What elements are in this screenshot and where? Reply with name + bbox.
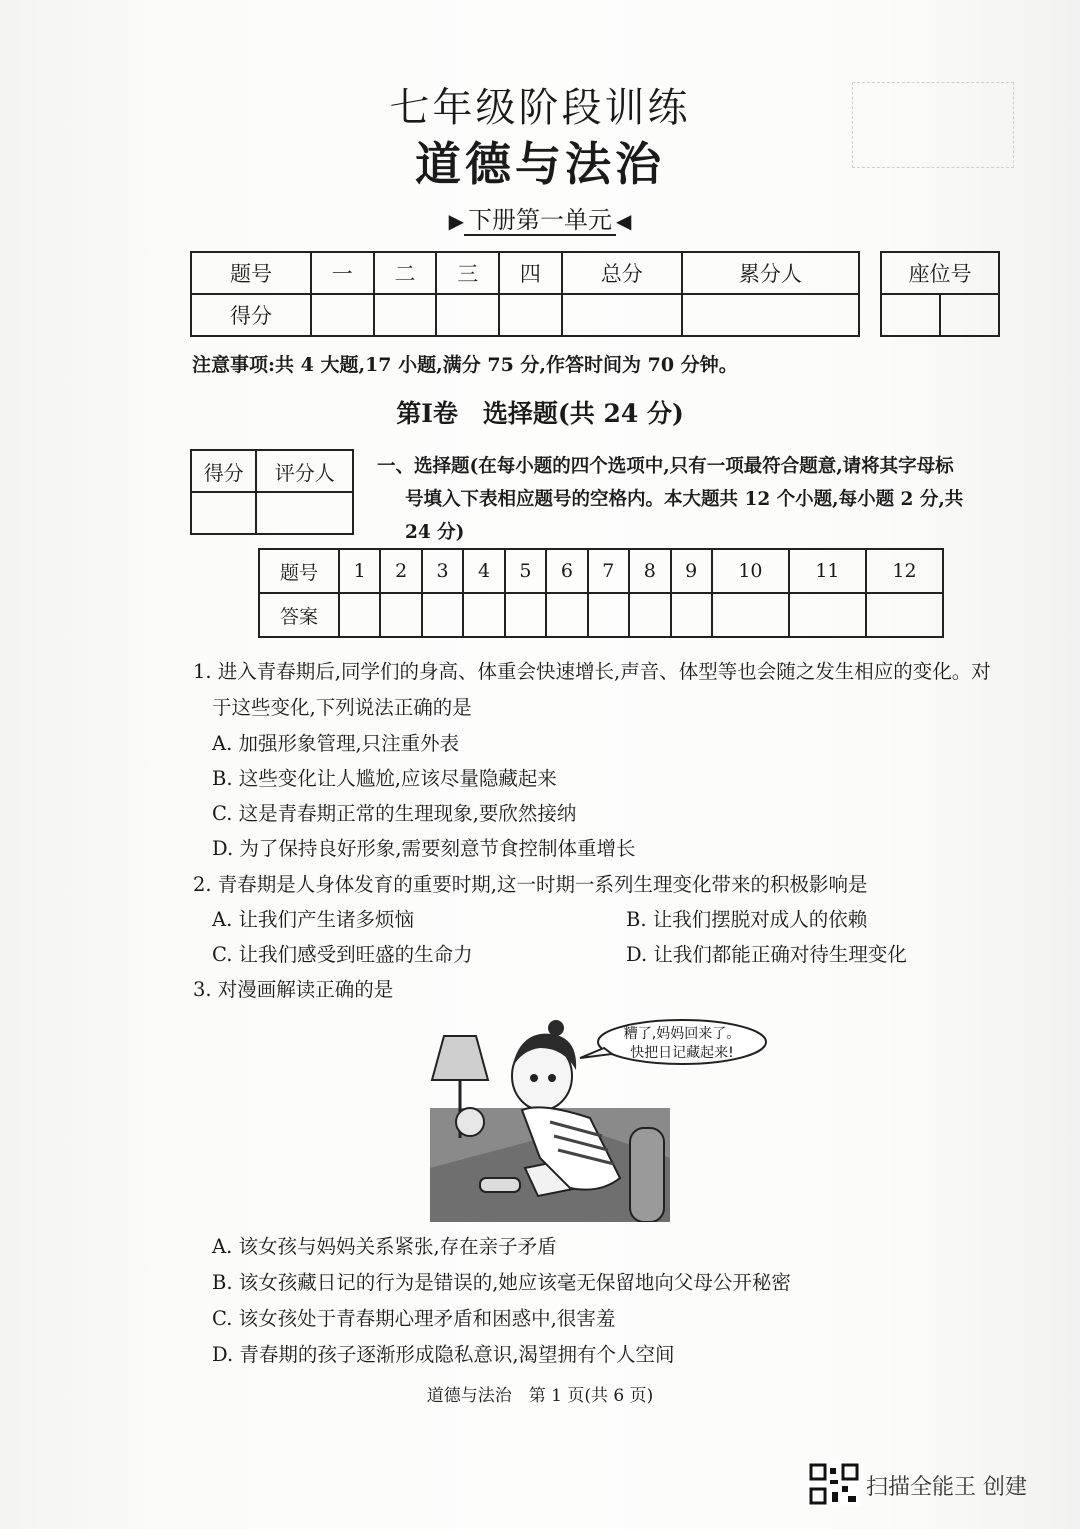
question-number-cell: 5 [505, 549, 546, 593]
answer-cell [546, 593, 587, 637]
score-table [190, 251, 860, 337]
seat-cell [881, 294, 940, 336]
answer-cell [671, 593, 712, 637]
answer-table [258, 548, 944, 638]
cartoon-illustration [430, 1018, 770, 1222]
unit-left-marker: ▶ [448, 209, 464, 233]
score-cell [682, 294, 859, 336]
desk-item [480, 1178, 520, 1192]
toy-doll [456, 1108, 484, 1136]
lamp-shade [432, 1036, 488, 1080]
score-header-cell: 题号 [191, 252, 311, 294]
seat-label: 座位号 [881, 252, 999, 294]
q2-option-b: B. 让我们摆脱对成人的依赖 [626, 908, 868, 931]
grader-score-label: 得分 [191, 450, 256, 492]
notice: 注意事项:共 4 大题,17 小题,满分 75 分,作答时间为 70 分钟。 [192, 354, 738, 376]
grader-score-cell [191, 492, 256, 534]
answer-cell [422, 593, 463, 637]
q1-stem-line2: 于这些变化,下列说法正确的是 [212, 696, 472, 719]
score-header-cell: 四 [499, 252, 562, 294]
girl-hair-bun [548, 1020, 564, 1036]
q1-option-b: B. 这些变化让人尴尬,应该尽量隐藏起来 [212, 767, 557, 790]
q3-stem: 3. 对漫画解读正确的是 [193, 978, 394, 1001]
question-number-cell: 9 [671, 549, 712, 593]
question-number-cell: 4 [463, 549, 504, 593]
grader-table [190, 449, 354, 535]
answer-cell [712, 593, 789, 637]
question-number-cell: 6 [546, 549, 587, 593]
q1-option-a: A. 加强形象管理,只注重外表 [212, 732, 460, 755]
instructions-line: 一、选择题(在每小题的四个选项中,只有一项最符合题意,请将其字母标 [377, 456, 954, 477]
score-row-label: 得分 [191, 294, 311, 336]
score-cell [436, 294, 499, 336]
girl-eye [530, 1074, 538, 1082]
bubble-line2: 快把日记藏起来! [630, 1045, 734, 1061]
question-number-cell: 11 [789, 549, 866, 593]
q2-option-c: C. 让我们感受到旺盛的生命力 [212, 943, 473, 966]
speech-bubble-tail [580, 1048, 612, 1058]
question-number-cell: 2 [380, 549, 421, 593]
answer-cell [789, 593, 866, 637]
answer-row-label: 答案 [259, 593, 339, 637]
q2-stem: 2. 青春期是人身体发育的重要时期,这一时期一系列生理变化带来的积极影响是 [193, 873, 868, 896]
q2-option-a: A. 让我们产生诸多烦恼 [212, 908, 414, 931]
seat-number-table [880, 251, 1000, 337]
grader-name-cell [256, 492, 353, 534]
q3-option-b: B. 该女孩藏日记的行为是错误的,她应该毫无保留地向父母公开秘密 [212, 1271, 791, 1294]
answer-cell [463, 593, 504, 637]
question-number-cell: 8 [629, 549, 670, 593]
score-cell [562, 294, 682, 336]
score-header-cell: 二 [374, 252, 437, 294]
exam-title: 七年级阶段训练 [389, 85, 691, 131]
question-number-cell: 7 [588, 549, 629, 593]
page-footer: 道德与法治 第 1 页(共 6 页) [426, 1386, 654, 1406]
seat-cell [940, 294, 999, 336]
question-number-cell: 1 [339, 549, 380, 593]
question-number-cell: 12 [866, 549, 943, 593]
question-number-cell: 3 [422, 549, 463, 593]
question-number-cell: 10 [712, 549, 789, 593]
answer-cell [629, 593, 670, 637]
unit-right-marker: ◀ [616, 209, 632, 233]
q3-option-c: C. 该女孩处于青春期心理矛盾和困惑中,很害羞 [212, 1307, 616, 1330]
q1-stem-line1: 1. 进入青春期后,同学们的身高、体重会快速增长,声音、体型等也会随之发生相应的变化。对 [193, 660, 991, 683]
score-header-cell: 累分人 [682, 252, 859, 294]
score-header-cell: 一 [311, 252, 374, 294]
section-title: 第Ⅰ卷 选择题(共 24 分) [396, 399, 684, 428]
qr-code-icon [808, 1462, 860, 1506]
instructions-line: 24 分) [405, 522, 465, 543]
score-header-cell: 三 [436, 252, 499, 294]
score-cell [374, 294, 437, 336]
q2-option-d: D. 让我们都能正确对待生理变化 [626, 943, 907, 966]
answer-cell [339, 593, 380, 637]
answer-cell [866, 593, 943, 637]
unit-text: 下册第一单元 [464, 206, 616, 236]
answer-cell [380, 593, 421, 637]
answer-table-head: 题号 [259, 549, 339, 593]
score-cell [311, 294, 374, 336]
scanner-watermark: 扫描全能王 创建 [866, 1475, 1027, 1500]
subject-title: 道德与法治 [415, 137, 665, 191]
bubble-line1: 糟了,妈妈回来了。 [623, 1026, 741, 1042]
section-instructions [377, 450, 1017, 549]
answer-cell [505, 593, 546, 637]
answer-cell [588, 593, 629, 637]
q3-option-a: A. 该女孩与妈妈关系紧张,存在亲子矛盾 [212, 1235, 557, 1258]
girl-eye [548, 1074, 556, 1082]
grader-name-label: 评分人 [256, 450, 353, 492]
q3-option-d: D. 青春期的孩子逐渐形成隐私意识,渴望拥有个人空间 [212, 1343, 675, 1366]
score-header-cell: 总分 [562, 252, 682, 294]
score-cell [499, 294, 562, 336]
q1-option-d: D. 为了保持良好形象,需要刻意节食控制体重增长 [212, 837, 636, 860]
unit-label [0, 200, 1080, 235]
q1-option-c: C. 这是青春期正常的生理现象,要欣然接纳 [212, 802, 577, 825]
chair [630, 1128, 664, 1222]
instructions-line: 号填入下表相应题号的空格内。本大题共 12 个小题,每小题 2 分,共 [405, 489, 964, 510]
